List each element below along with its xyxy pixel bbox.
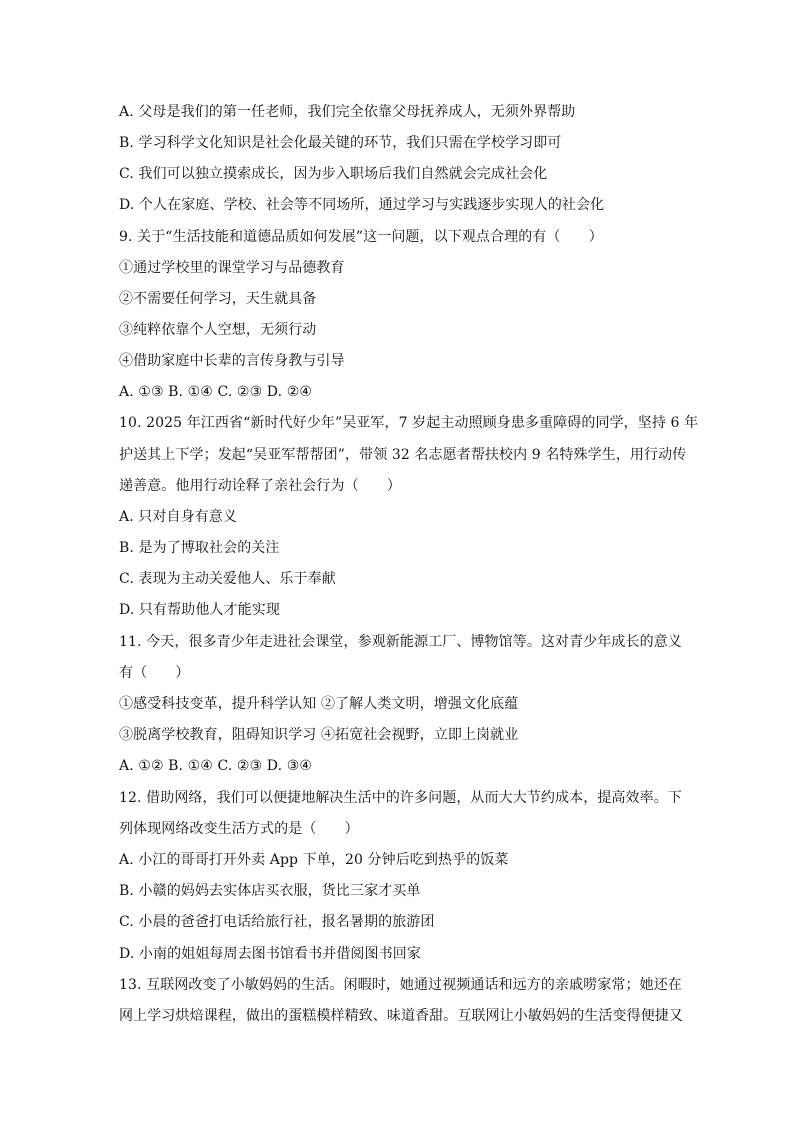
q9-statement-3: ③纯粹依靠个人空想，无须行动 bbox=[119, 322, 317, 338]
q13-stem-line-2: 网上学习烘焙课程，做出的蛋糕模样精致、味道香甜。互联网让小敏妈妈的生活变得便捷又 bbox=[119, 1008, 683, 1024]
q9-statement-2: ②不需要任何学习，天生就具备 bbox=[119, 291, 317, 307]
q8-option-d: D. 个人在家庭、学校、社会等不同场所，通过学习与实践逐步实现人的社会化 bbox=[119, 197, 605, 213]
q10-option-b: B. 是为了博取社会的关注 bbox=[119, 540, 280, 556]
q8-option-b: B. 学习科学文化知识是社会化最关键的环节，我们只需在学校学习即可 bbox=[119, 135, 562, 151]
q12-stem-line-2: 列体现网络改变生活方式的是（ ） bbox=[119, 821, 359, 837]
q11-stem-line-1: 11. 今天，很多青少年走进社会课堂，参观新能源工厂、博物馆等。这对青少年成长的意义 bbox=[119, 634, 682, 650]
q12-stem-line-1: 12. 借助网络，我们可以便捷地解决生活中的许多问题，从而大大节约成本，提高效率。下 bbox=[119, 790, 682, 806]
q10-option-d: D. 只有帮助他人才能实现 bbox=[119, 602, 280, 618]
q10-stem-line-1: 10. 2025 年江西省“新时代好少年”吴亚军，7 岁起主动照顾身患多重障碍的同学，坚持 6 年 bbox=[119, 415, 699, 431]
q11-statements-1-2: ①感受科技变革，提升科学认知 ②了解人类文明，增强文化底蕴 bbox=[119, 696, 519, 712]
q9-options: A. ①③ B. ①④ C. ②③ D. ②④ bbox=[119, 384, 312, 400]
q12-option-b: B. 小赣的妈妈去实体店买衣服，货比三家才买单 bbox=[119, 883, 421, 899]
q12-option-c: C. 小晨的爸爸打电话给旅行社，报名暑期的旅游团 bbox=[119, 914, 435, 930]
q9-statement-4: ④借助家庭中长辈的言传身教与引导 bbox=[119, 353, 345, 369]
q8-option-a: A. 父母是我们的第一任老师，我们完全依靠父母抚养成人，无须外界帮助 bbox=[119, 104, 576, 120]
q9-stem: 9. 关于“生活技能和道德品质如何发展”这一问题，以下观点合理的有（ ） bbox=[119, 229, 603, 245]
q10-option-a: A. 只对自身有意义 bbox=[119, 509, 238, 525]
q11-stem-line-2: 有（ ） bbox=[119, 665, 190, 681]
q10-option-c: C. 表现为主动关爱他人、乐于奉献 bbox=[119, 571, 336, 587]
q9-statement-1: ①通过学校里的课堂学习与品德教育 bbox=[119, 260, 345, 276]
q11-options: A. ①② B. ①④ C. ②③ D. ③④ bbox=[119, 758, 312, 774]
q10-stem-line-3: 递善意。他用行动诠释了亲社会行为（ ） bbox=[119, 478, 401, 494]
q12-option-d: D. 小南的姐姐每周去图书馆看书并借阅图书回家 bbox=[119, 946, 421, 962]
q12-option-a: A. 小江的哥哥打开外卖 App 下单，20 分钟后吃到热乎的饭菜 bbox=[119, 852, 509, 868]
q8-option-c: C. 我们可以独立摸索成长，因为步入职场后我们自然就会完成社会化 bbox=[119, 166, 548, 182]
q13-stem-line-1: 13. 互联网改变了小敏妈妈的生活。闲暇时，她通过视频通话和远方的亲戚唠家常；她还在 bbox=[119, 977, 682, 993]
q11-statements-3-4: ③脱离学校教育，阻碍知识学习 ④拓宽社会视野，立即上岗就业 bbox=[119, 727, 519, 743]
q10-stem-line-2: 护送其上下学；发起“吴亚军帮帮团”，带领 32 名志愿者帮扶校内 9 名特殊学生，用行动传 bbox=[119, 447, 687, 463]
